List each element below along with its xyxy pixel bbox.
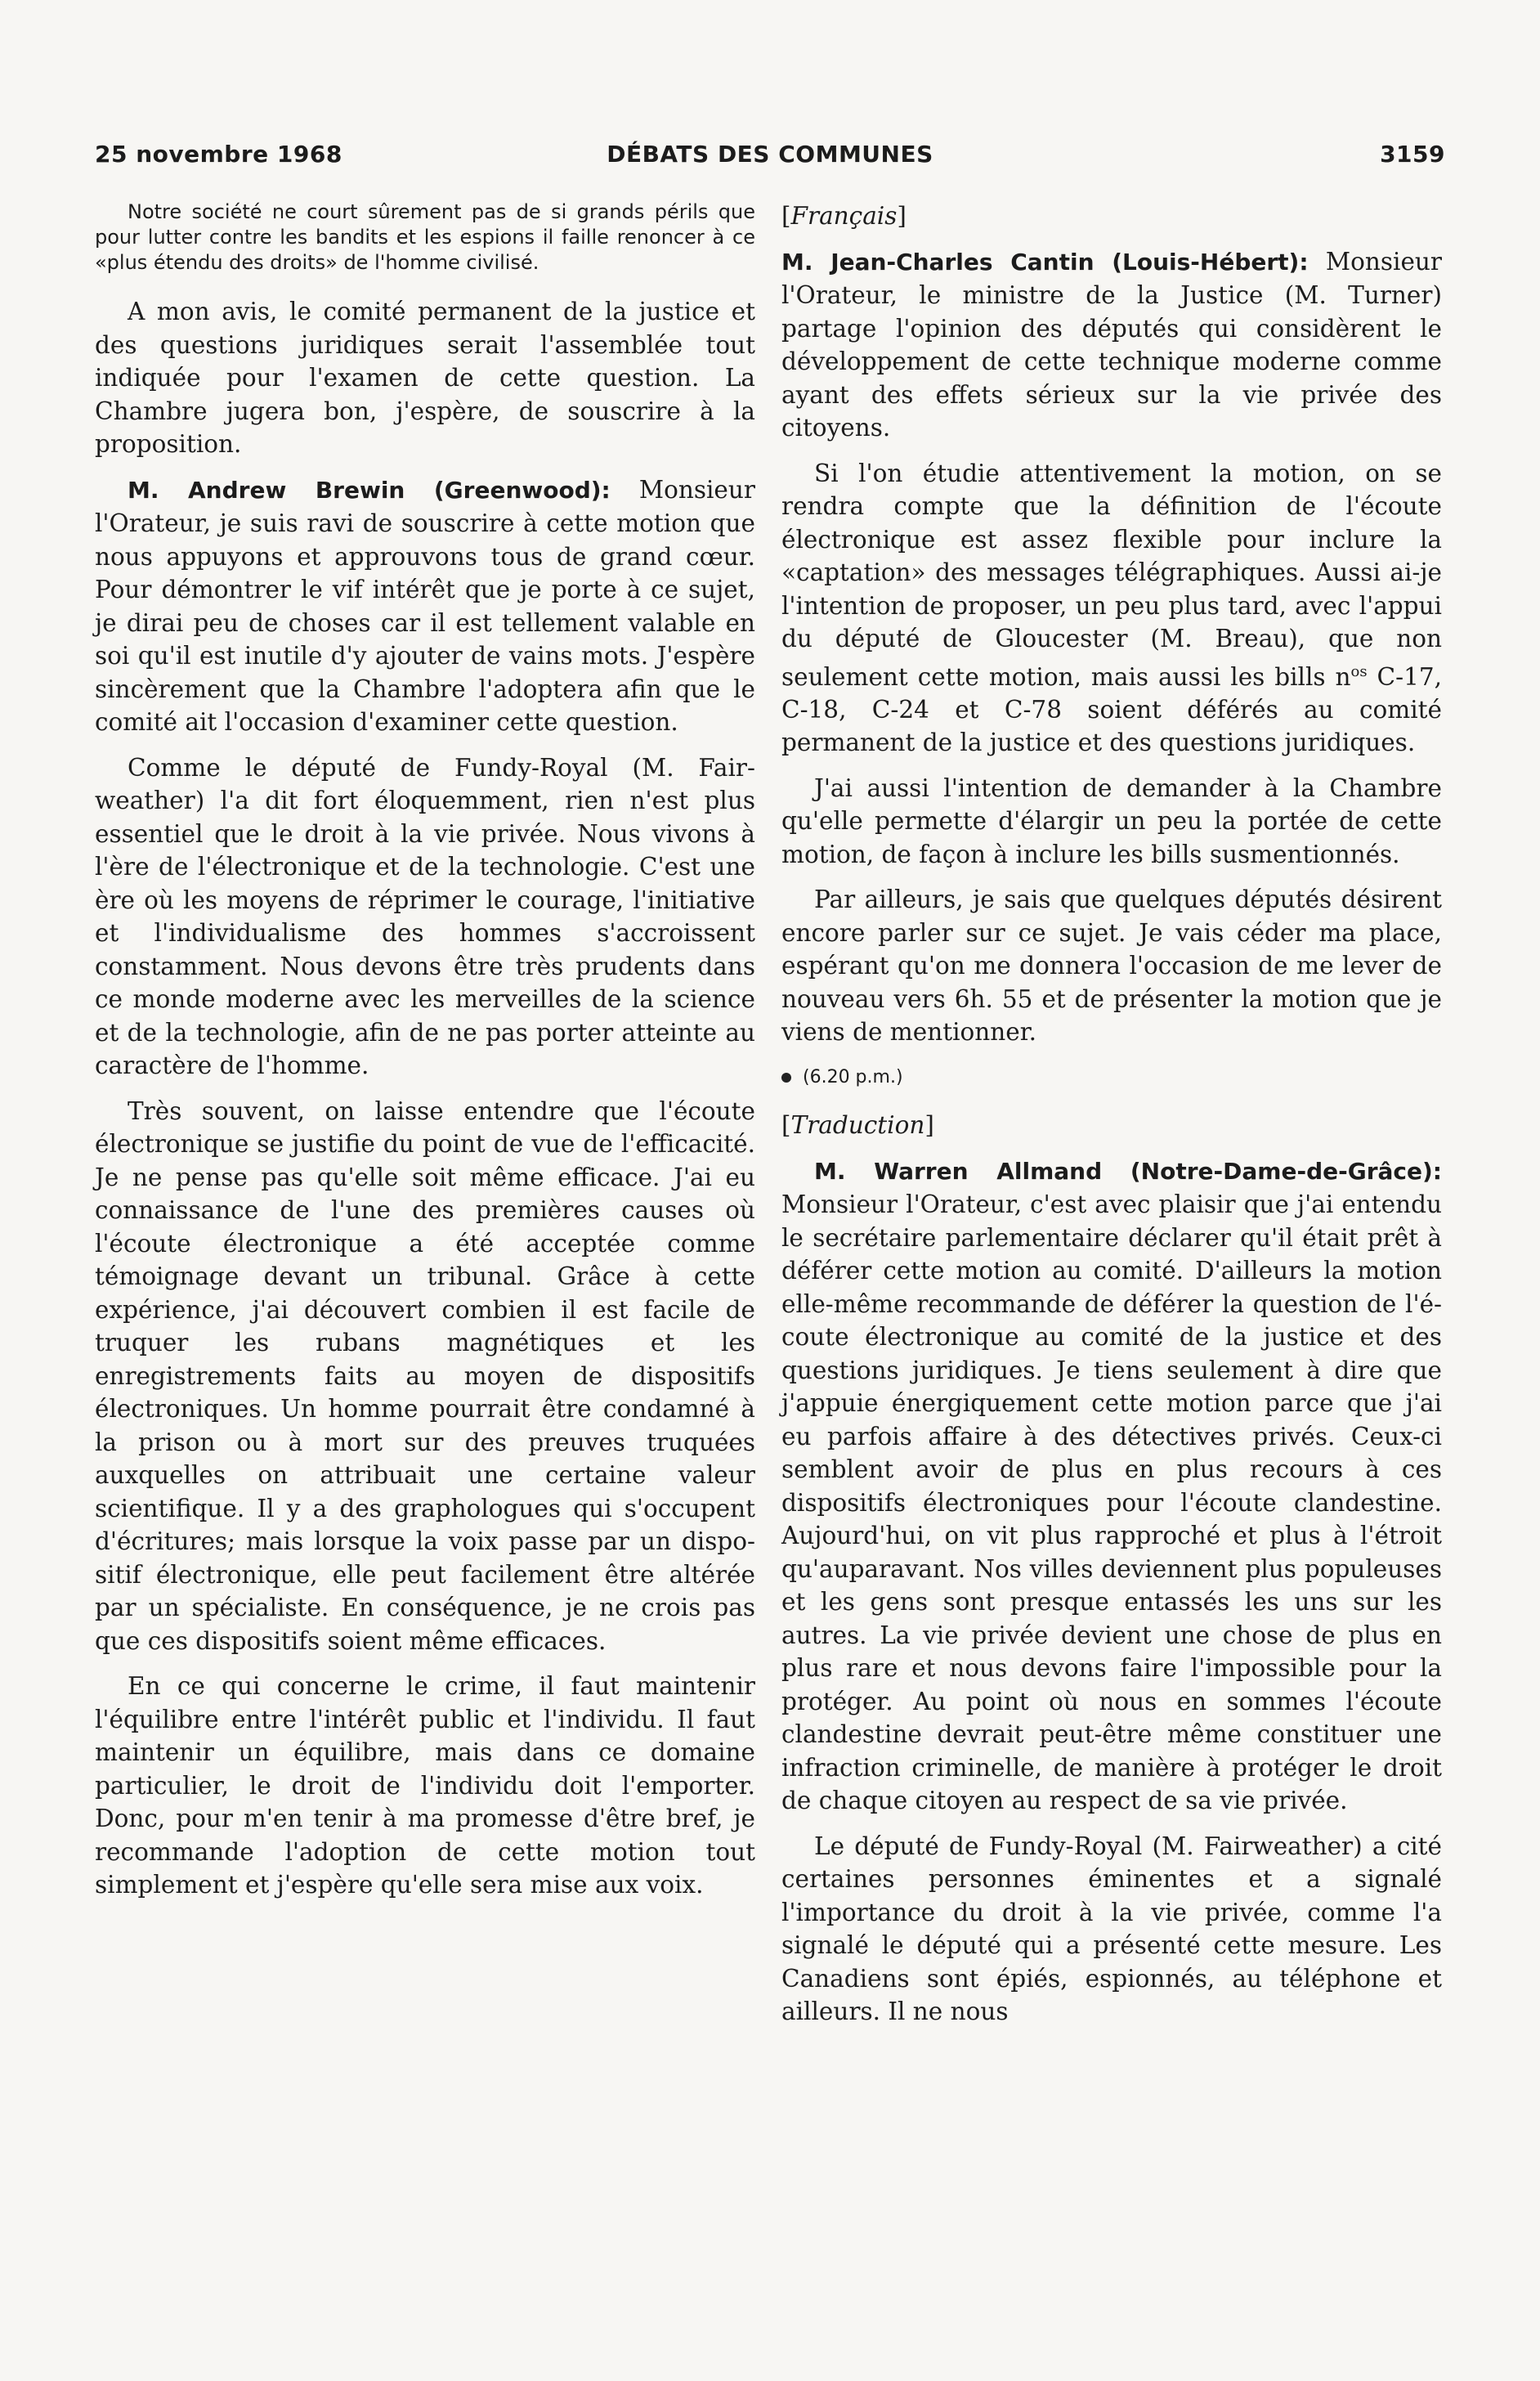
paragraph: Très souvent, on laisse entendre que l'écoute électronique se justifie du point de vue de l'efficacité. Je ne pense pas qu'elle soit même efficace. J'ai eu connaissance de l'une des premières causes où l'écoute électronique a été acceptée comme témoignage devant un tribunal. Grâce à cette expérience, j'ai découvert combien il est facile de truquer les rubans magnétiques et les enregistrements faits au moyen de dispositifs électroniques. Un homme pourrait être condamné à la prison ou à mort sur des preuves truquées auxquelles on attribuait une certaine valeur scientifique. Il y a des graphologues qui s'occupent d'écritures; mais lorsque la voix passe par un dispositif électronique, elle peut facilement être altérée par un spécialiste. En conséquence, je ne crois pas que ces dispositifs soient même efficaces. bbox=[95, 1096, 755, 1655]
paragraph: Si l'on étudie attentivement la motion, on se rendra compte que la définition de l'écoute électronique est assez flexible pour inclure la «captation» des messages télégraphiques. Aussi ai-je l'intention de proposer, un peu plus tard, avec l'appui du député de Gloucester (M. Breau), que non seulement cette motion, mais aussi les bills $n^{os}$ C-17, C-18, C-24 et C-78 soient déférés au comité permanent de la justice et des questions juridiques. bbox=[781, 459, 1442, 757]
speech-text: Monsieur l'Orateur, c'est avec plaisir que j'ai entendu le secrétaire parlementaire déclarer qu'il était prêt à déférer cette motion au comité. D'ailleurs la motion elle-même recommande de déférer la question de l'écoute électronique au comité de la justice et des questions juridiques. Je tiens seulement à dire que j'appuie énergiquement cette motion parce que j'ai eu parfois affaire à des détectives privés. Ceux-ci semblent avoir de plus en plus recours à ces dispositifs électroniques pour l'écoute clandestine. Aujourd'hui, on vit plus rapproché et plus à l'étroit qu'auparavant. Nos villes deviennent plus populeuses et les gens sont presque entassés les uns sur les autres. La vie privée devient une chose de plus en plus rare et nous devons faire l'impossible pour la protéger. Au point où nous en sommes l'écoute clandestine devrait peut-être même constituer une infraction criminelle, de manière à protéger le droit de chaque citoyen au respect de sa vie privée. bbox=[781, 1190, 1442, 1815]
right-column bbox=[781, 200, 1442, 2041]
speech-paragraph bbox=[781, 245, 1442, 445]
paragraph: A mon avis, le comité permanent de la justice et des questions juridiques serait l'assemblée tout indiquée pour l'examen de cette question. La Chambre jugera bon, j'espère, de souscrire à la proposition. bbox=[95, 298, 755, 458]
paragraph: Le député de Fundy-Royal (M. Fairweather) a cité certaines personnes éminentes et a signalé l'importance du droit à la vie privée, comme l'a signalé le député qui a présenté cette mesure. Les Canadiens sont épiés, espionnés, au téléphone et ailleurs. Il ne nous bbox=[781, 1832, 1442, 2026]
header-date: 25 novembre 1968 bbox=[95, 141, 342, 168]
speaker-name: M. Andrew Brewin (Greenwood): bbox=[128, 476, 611, 504]
language-tag-text: Français bbox=[790, 202, 898, 230]
timestamp-text: (6.20 p.m.) bbox=[803, 1066, 903, 1087]
paragraph: J'ai aussi l'intention de demander à la Chambre qu'elle permette d'élargir un peu la portée de cette motion, de façon à inclure les bills susmentionnés. bbox=[781, 773, 1442, 868]
left-column bbox=[95, 200, 755, 1914]
paragraph: Comme le député de Fundy-Royal (M. Fairweather) l'a dit fort éloquemment, rien n'est plus essentiel que le droit à la vie privée. Nous vivons à l'ère de l'électronique et de la technologie. C'est une ère où les moyens de réprimer le courage, l'initiative et l'individualisme des hommes s'accroissent constamment. Nous devons être très prudents dans ce monde moderne avec les merveilles de la science et de la technologie, afin de ne pas porter atteinte au caractère de l'homme. bbox=[95, 753, 755, 1079]
speech-text: Monsieur l'Orateur, le ministre de la Justice (M. Turner) partage l'opinion des députés qui considèrent le développement de cette technique moderne comme ayant des effets sérieux sur la vie privée des citoyens. bbox=[781, 247, 1442, 442]
paragraph: Par ailleurs, je sais que quelques députés désirent encore parler sur ce sujet. Je vais céder ma place, espérant qu'on me donnera l'occasion de me lever de nouveau vers 6h. 55 et de présenter la motion que je viens de mentionner. bbox=[781, 886, 1442, 1047]
speaker-name: M. Warren Allmand (Notre-Dame-de-Grâce): bbox=[814, 1157, 1442, 1185]
paragraph: En ce qui concerne le crime, il faut maintenir l'équilibre entre l'intérêt public et l'individu. Il faut maintenir un équilibre, mais dans ce domaine particulier, le droit de l'individu doit l'emporter. Donc, pour m'en tenir à ma promesse d'être bref, je recommande l'adoption de cette motion tout simplement et j'espère qu'elle sera mise aux voix. bbox=[95, 1672, 755, 1899]
header-title: DÉBATS DES COMMUNES bbox=[607, 141, 933, 168]
language-tag: [Français] bbox=[781, 202, 907, 230]
page-number: 3159 bbox=[1380, 141, 1445, 168]
speech-paragraph bbox=[781, 1155, 1442, 1818]
page-header bbox=[95, 141, 1445, 177]
language-tag: [Traduction] bbox=[781, 1111, 934, 1140]
language-tag-text: Traduction bbox=[790, 1111, 925, 1140]
bullet-icon bbox=[781, 1073, 791, 1083]
speaker-name: M. Jean-Charles Cantin (Louis-Hébert): bbox=[781, 248, 1309, 276]
speech-text: Monsieur l'Orateur, je suis ravi de souscrire à cette motion que nous appuyons et approuvons tous de grand cœur. Pour démontrer le vif intérêt que je porte à ce sujet, je dirai peu de choses car il est tellement valable en soi qu'il est inutile d'y ajouter de vains mots. J'espère sincèrement que la Chambre l'adoptera afin que le comité ait l'occasion d'examiner cette question. bbox=[95, 475, 755, 736]
speech-paragraph bbox=[95, 473, 755, 739]
quotation: Notre société ne court sûrement pas de si grands périls que pour lutter contre les bandits et les espions il faille renoncer à ce «plus étendu des droits» de l'homme civilisé. bbox=[95, 200, 755, 274]
timestamp bbox=[781, 1061, 1442, 1095]
